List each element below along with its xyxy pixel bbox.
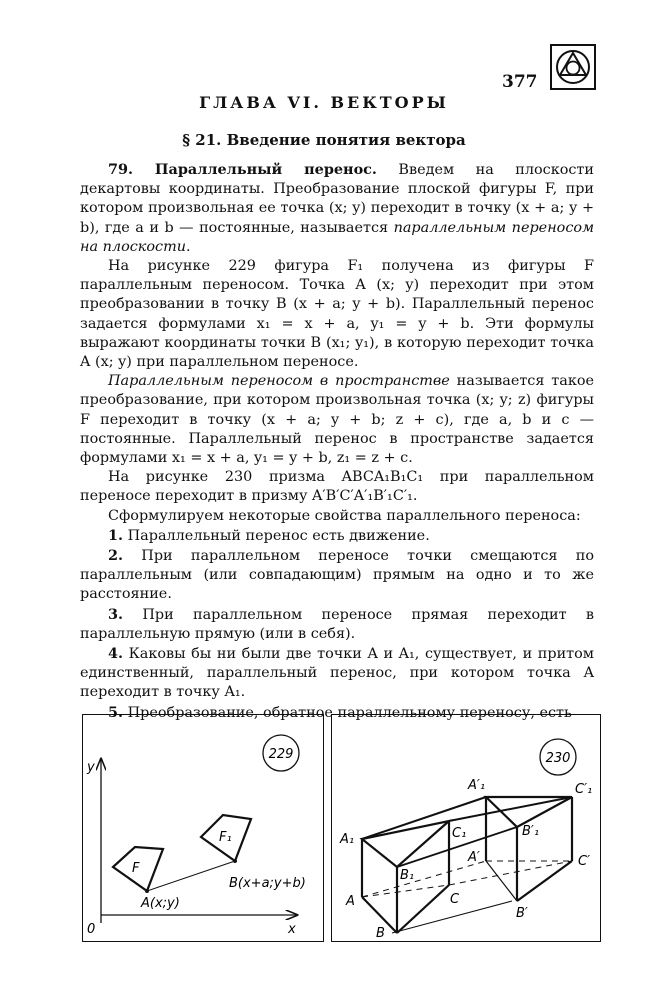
label-B1p: B′₁ (522, 824, 540, 839)
label-A: A (346, 894, 355, 909)
label-B1: B₁ (400, 868, 415, 883)
origin-label: 0 (87, 922, 96, 937)
property-item (80, 546, 594, 605)
translation-segment (147, 861, 235, 891)
label-C: C (450, 892, 460, 907)
item-number: 5. (108, 703, 124, 721)
paragraph (80, 468, 594, 506)
item-text: При параллельном переносе точки смещаются по параллельным (или совпадающим) прямым на одно и то же расстояние. (80, 548, 594, 603)
paragraph-79 (80, 160, 594, 257)
property-item (80, 526, 594, 546)
property-item (80, 644, 594, 703)
paragraph (80, 372, 594, 468)
item-text: Параллельный перенос есть движение. (123, 527, 430, 544)
item-text: Каковы бы ни были две точки A и A₁, существует, и притом единственный, параллельный перенос, при котором точка A переходит в точку A₁. (80, 646, 594, 701)
label-F1: F₁ (219, 830, 232, 845)
label-C1p: C′₁ (575, 782, 593, 797)
paragraph-text: На рисунке 229 фигура F₁ получена из фигуры F параллельным переносом. Точка A (x; y) переходит при этом преобразовании в точку B (x + a; y + b). Параллельный перенос задается формулами x₁ = x + a, y₁ = y + b. Эти формулы выражают координаты точки B (x₁; y₁), в которую переходит точка A (x; y) при параллельном переносе. (80, 258, 594, 371)
label-A: A(x;y) (141, 896, 180, 911)
section-title: § 21. Введение понятия вектора (182, 131, 466, 149)
label-A1: A₁ (340, 832, 355, 847)
label-C1: C₁ (452, 826, 467, 841)
label-B: B (376, 926, 385, 941)
item-text: При параллельном переносе прямая переходит в параллельную прямую (или в себя). (80, 606, 594, 642)
prism-translated (486, 797, 572, 901)
item-number: 1. (108, 526, 124, 544)
figure-number: 230 (545, 751, 571, 766)
term-emphasis: параллельным переносом на плоскости (80, 219, 594, 255)
label-A1p: A′₁ (468, 778, 486, 793)
triangle-in-circle-icon (550, 44, 596, 90)
page-number: 377 (502, 72, 538, 92)
figure-number: 229 (268, 747, 294, 762)
edge-A-Ap (362, 861, 486, 897)
paragraph-text: Сформулируем некоторые свойства параллельного переноса: (108, 507, 581, 524)
paragraph (80, 507, 594, 526)
figure-230 (331, 714, 601, 942)
paragraph-text: На рисунке 230 призма ABCA₁B₁C₁ при параллельном переносе переходит в призму A′B′C′A′₁B′₁C′₁. (80, 469, 594, 505)
label-F: F (132, 861, 140, 876)
label-Bp: B′ (516, 906, 528, 921)
item-number: 2. (108, 547, 124, 565)
body-text (80, 160, 594, 723)
label-B: B(x+a;y+b) (229, 876, 306, 891)
property-item (80, 605, 594, 644)
item-text: Преобразование, обратное параллельному переносу, есть (123, 704, 572, 721)
paragraph-text: Введем на плоскости декартовы координаты. Преобразование плоской фигуры F, при котором произвольная ее точка (x; y) переходит в точку (x + a; y + b), где a и b — постоянные, называется (80, 162, 594, 236)
item-number: 3. (108, 605, 124, 623)
figure-229 (82, 714, 324, 942)
label-Cp: C′ (578, 854, 591, 869)
y-axis-label: y (87, 760, 95, 775)
paragraph (80, 257, 594, 372)
item-number: 4. (108, 645, 124, 663)
term-emphasis: Параллельным переносом в пространстве (108, 373, 450, 390)
label-Ap: A′ (468, 850, 480, 865)
chapter-title: ГЛАВА VI. ВЕКТОРЫ (199, 93, 449, 112)
edge-C1-C1p (449, 797, 572, 821)
paragraph-lead: 79. Параллельный перенос. (108, 161, 377, 178)
paragraph-text: называется такое преобразование, при котором произвольная точка (x; y; z) фигуры F переходит в точку (x + a; y + b; z + c), где a, b и c — постоянные. Параллельный перенос в пространстве задается формулами x₁ = x + a, y₁ = y + b, z₁ = z + c. (80, 373, 594, 467)
x-axis-label: x (288, 922, 296, 937)
paragraph-tail: . (186, 238, 191, 255)
